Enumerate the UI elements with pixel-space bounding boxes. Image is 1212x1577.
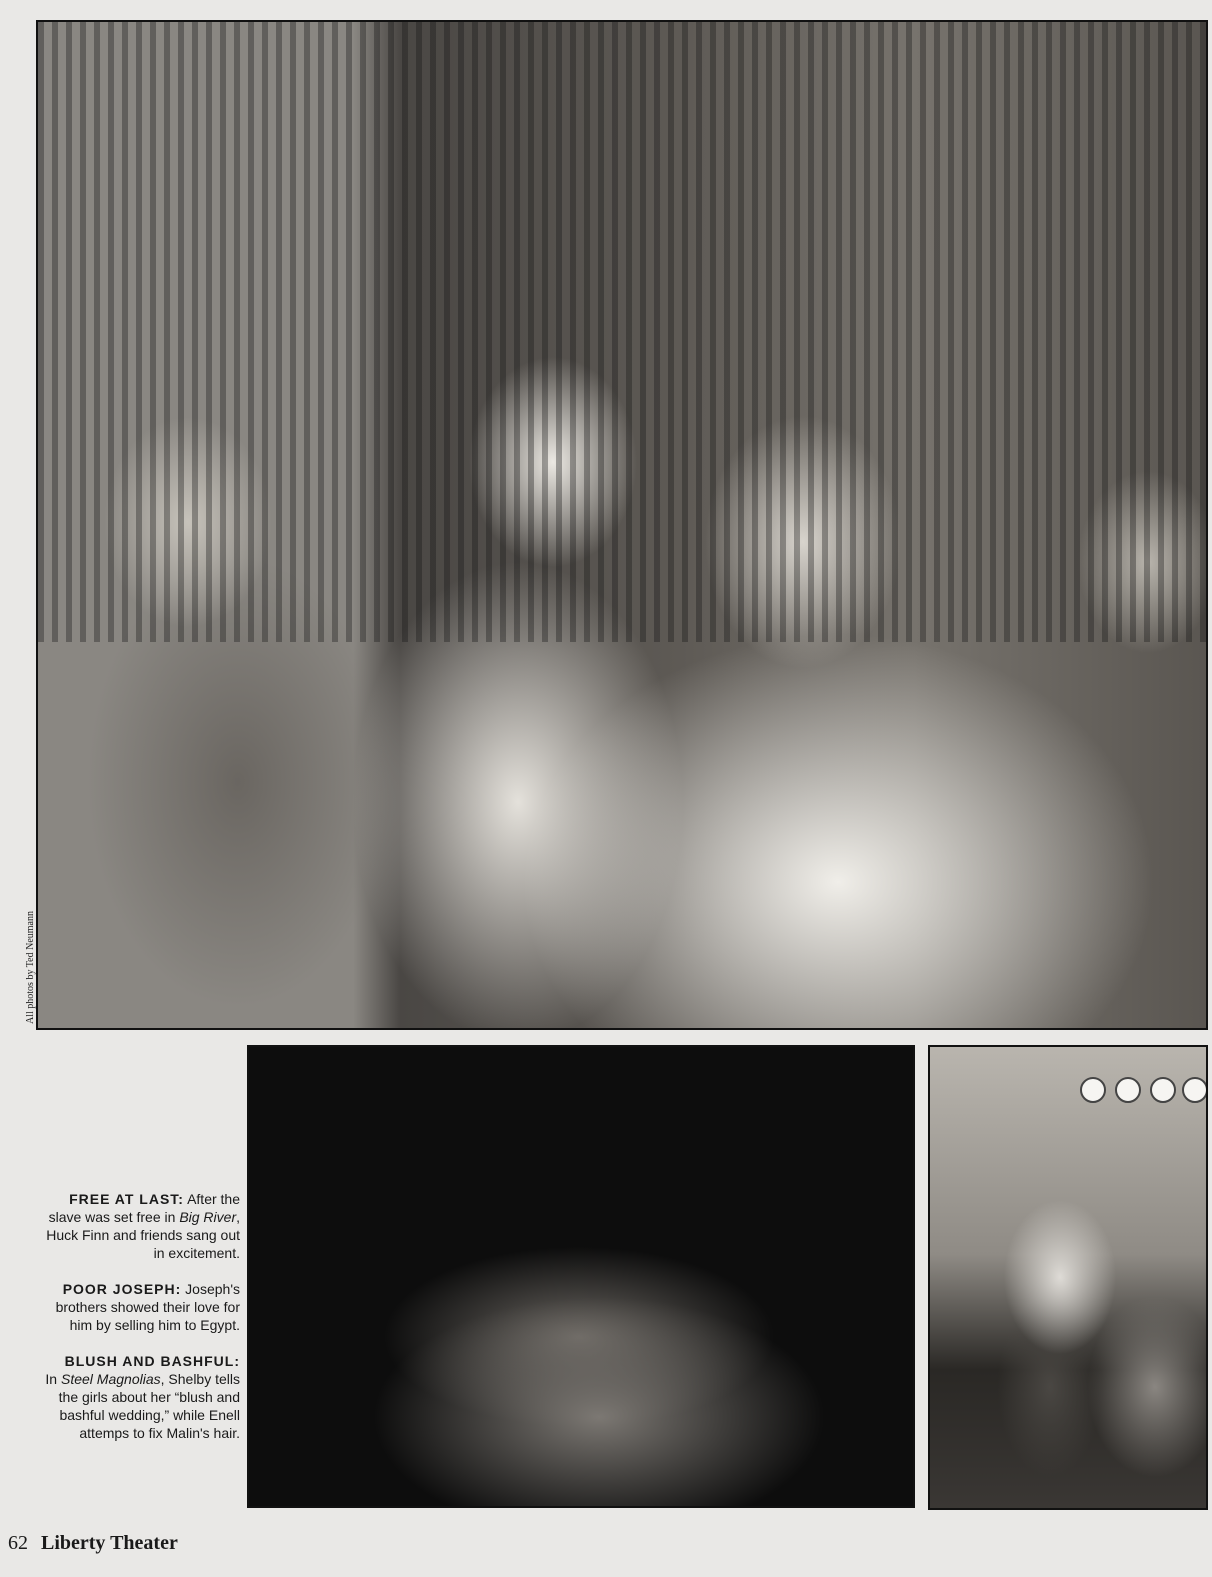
- caption-poor-joseph: [36, 1280, 240, 1334]
- curtain-backdrop: [38, 22, 1206, 642]
- caption-heading: POOR JOSEPH:: [62, 1281, 182, 1297]
- vanity-bulb: [1150, 1077, 1176, 1103]
- page-number: 62: [8, 1532, 28, 1554]
- photo-credit: All photos by Ted Neumann: [25, 911, 36, 1024]
- caption-text: Joseph's brothers showed their love for him by selling him to Egypt.: [55, 1281, 240, 1333]
- caption-heading: BLUSH AND BASHFUL:: [64, 1353, 240, 1369]
- vanity-bulb: [1115, 1077, 1141, 1103]
- caption-play-title: Big River: [179, 1209, 237, 1225]
- caption-free-at-last: [36, 1190, 240, 1262]
- caption-blush-and-bashful: [36, 1352, 240, 1442]
- caption-text: In: [45, 1371, 61, 1387]
- vanity-bulb: [1080, 1077, 1106, 1103]
- joseph-chorus-photo: [247, 1045, 915, 1508]
- vanity-bulb: [1182, 1077, 1208, 1103]
- captions: [36, 1190, 240, 1460]
- caption-text: After the slave was set free in: [48, 1191, 240, 1225]
- caption-heading: FREE AT LAST:: [69, 1191, 184, 1207]
- caption-text: , Shelby tells the girls about her “blush and bashful wedding,” while Enell attemps to fix Malin's hair.: [58, 1371, 240, 1441]
- page-footer: [8, 1532, 178, 1555]
- main-stage-photo: [36, 20, 1208, 1030]
- caption-play-title: Steel Magnolias: [61, 1371, 161, 1387]
- caption-text: , Huck Finn and friends sang out in excitement.: [46, 1209, 240, 1261]
- steel-magnolias-photo: [928, 1045, 1208, 1510]
- section-title: Liberty Theater: [41, 1532, 178, 1554]
